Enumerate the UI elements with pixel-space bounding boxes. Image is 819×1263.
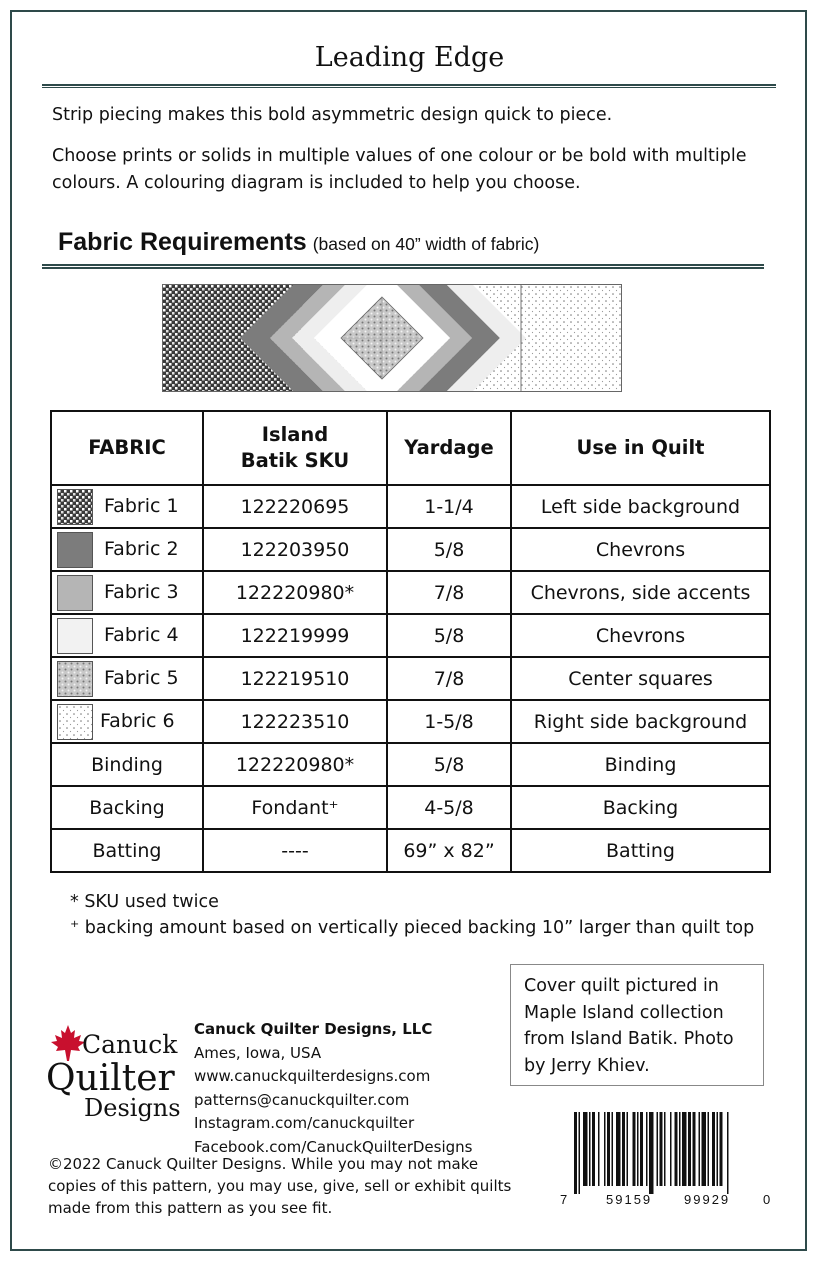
- company-info: [194, 1018, 472, 1159]
- table-header-row: [51, 411, 770, 485]
- barcode-bar: [616, 1112, 621, 1186]
- barcode-bar: [664, 1112, 666, 1186]
- barcode-bars: [574, 1112, 729, 1194]
- sku-cell: 122219510: [203, 657, 387, 700]
- copyright-notice: ©2022 Canuck Quilter Designs. While you may not make copies of this pattern, you may use, give, sell or exhibit quilts made from this pattern as you see fit.: [48, 1155, 512, 1217]
- yardage-cell: 69” x 82”: [387, 829, 511, 872]
- yardage-cell: 1-5/8: [387, 700, 511, 743]
- fabric-cell: [51, 700, 203, 743]
- barcode-bar: [640, 1112, 643, 1186]
- barcode-bar: [598, 1112, 600, 1186]
- barcode-digits-left: 59159: [606, 1192, 653, 1207]
- use-cell: Batting: [511, 829, 770, 872]
- barcode-bar: [712, 1112, 715, 1186]
- company-location: Ames, Iowa, USA: [194, 1043, 322, 1062]
- barcode-bar: [574, 1112, 577, 1194]
- fabric-label: Batting: [92, 839, 162, 862]
- barcode-digit-first: 7: [560, 1192, 568, 1207]
- barcode-digit-last: 0: [763, 1192, 771, 1207]
- barcode-bar: [646, 1112, 648, 1186]
- use-cell: Chevrons: [511, 528, 770, 571]
- fabric-requirements-rule: [42, 264, 764, 269]
- table-row: [51, 657, 770, 700]
- sku-cell: 122220980*: [203, 743, 387, 786]
- title-rule: [42, 84, 776, 88]
- use-cell: Binding: [511, 743, 770, 786]
- company-logo: [44, 1022, 194, 1132]
- yardage-cell: 1-1/4: [387, 485, 511, 528]
- barcode-bar: [633, 1112, 636, 1186]
- barcode-bar: [699, 1112, 701, 1186]
- header-sku-label: Island Batik SKU: [240, 423, 350, 472]
- barcode-bar: [649, 1112, 654, 1194]
- sku-cell: 122223510: [203, 700, 387, 743]
- fabric-label: Fabric 5: [104, 667, 179, 689]
- barcode: [560, 1112, 772, 1208]
- company-instagram[interactable]: Instagram.com/canuckquilter: [194, 1114, 415, 1132]
- barcode-bar: [688, 1112, 691, 1186]
- barcode-bar: [622, 1112, 625, 1186]
- sku-cell: 122203950: [203, 528, 387, 571]
- table-row: [51, 786, 770, 829]
- barcode-bar: [604, 1112, 606, 1186]
- cover-quilt-note: Cover quilt pictured in Maple Island collection from Island Batik. Photo by Jerry Khiev.: [510, 964, 764, 1086]
- barcode-bar: [682, 1112, 687, 1186]
- fabric-cell: [51, 528, 203, 571]
- use-cell: Backing: [511, 786, 770, 829]
- fabric-cell: [51, 614, 203, 657]
- fabric-label: Fabric 4: [104, 624, 179, 646]
- yardage-cell: 7/8: [387, 657, 511, 700]
- barcode-digits-right: 99929: [684, 1192, 731, 1207]
- company-name: Canuck Quilter Designs, LLC: [194, 1020, 433, 1038]
- header-use: Use in Quilt: [511, 411, 770, 485]
- barcode-bar: [679, 1112, 681, 1186]
- sku-cell: Fondant⁺: [203, 786, 387, 829]
- barcode-bar: [660, 1112, 663, 1186]
- fabric-label: Binding: [91, 753, 163, 776]
- backing-note: ⁺ backing amount based on vertically pieced backing 10” larger than quilt top: [70, 918, 755, 938]
- yardage-cell: 5/8: [387, 528, 511, 571]
- intro-line-2: Choose prints or solids in multiple values of one colour or be bold with multiple colours. A colouring diagram is included to help you choose.: [52, 146, 747, 193]
- barcode-bar: [702, 1112, 707, 1186]
- barcode-bar: [627, 1112, 629, 1186]
- barcode-bar: [592, 1112, 595, 1186]
- fabric-swatch-4: [57, 618, 93, 654]
- header-fabric: FABRIC: [51, 411, 203, 485]
- company-website[interactable]: www.canuckquilterdesigns.com: [194, 1067, 431, 1085]
- fabric-swatch-3: [57, 575, 93, 611]
- table-row: [51, 614, 770, 657]
- barcode-bar: [657, 1112, 659, 1186]
- barcode-bar: [612, 1112, 614, 1186]
- yardage-cell: 4-5/8: [387, 786, 511, 829]
- fabric-swatch-2: [57, 532, 93, 568]
- sku-cell: 122220695: [203, 485, 387, 528]
- barcode-bar: [675, 1112, 678, 1186]
- table-row: [51, 829, 770, 872]
- page-title: Leading Edge: [314, 42, 505, 73]
- use-cell: Right side background: [511, 700, 770, 743]
- barcode-bar: [708, 1112, 710, 1186]
- header-sku: [203, 411, 387, 485]
- fabric-requirements-table: [50, 410, 771, 873]
- fabric-requirements-heading: [58, 228, 539, 257]
- sku-cell: 122220980*: [203, 571, 387, 614]
- use-cell: Left side background: [511, 485, 770, 528]
- fabric-swatch-5: [57, 661, 93, 697]
- fabric-cell: [51, 829, 203, 872]
- yardage-cell: 7/8: [387, 571, 511, 614]
- fabric-label: Fabric 3: [104, 581, 179, 603]
- use-cell: Center squares: [511, 657, 770, 700]
- logo-word-3: Designs: [84, 1094, 181, 1122]
- table-row: [51, 485, 770, 528]
- header-yardage: Yardage: [387, 411, 511, 485]
- fabric-requirements-note: (based on 40” width of fabric): [312, 234, 540, 254]
- sku-twice-note: * SKU used twice: [70, 892, 219, 912]
- company-email[interactable]: patterns@canuckquilter.com: [194, 1090, 410, 1109]
- fabric-requirements-title: Fabric Requirements: [58, 228, 307, 256]
- fabric-label: Backing: [89, 796, 165, 819]
- table-row: [51, 700, 770, 743]
- barcode-bar: [720, 1112, 723, 1186]
- use-cell: Chevrons: [511, 614, 770, 657]
- company-facebook[interactable]: Facebook.com/CanuckQuilterDesigns: [194, 1137, 473, 1156]
- table-row: [51, 743, 770, 786]
- fabric-cell: [51, 786, 203, 829]
- barcode-bar: [579, 1112, 581, 1194]
- barcode-bar: [693, 1112, 696, 1186]
- use-cell: Chevrons, side accents: [511, 571, 770, 614]
- barcode-bar: [717, 1112, 719, 1186]
- fabric-label: Fabric 1: [104, 495, 179, 517]
- sku-cell: ----: [203, 829, 387, 872]
- intro-line-1: Strip piecing makes this bold asymmetric design quick to piece.: [52, 105, 613, 125]
- barcode-bar: [589, 1112, 591, 1186]
- quilt-block-diagram: [162, 284, 622, 392]
- table-row: [51, 571, 770, 614]
- logo-word-1: Canuck: [82, 1030, 178, 1059]
- fabric-cell: [51, 743, 203, 786]
- table-row: [51, 528, 770, 571]
- yardage-cell: 5/8: [387, 743, 511, 786]
- barcode-bar: [727, 1112, 729, 1194]
- fabric-label: Fabric 2: [104, 538, 179, 560]
- barcode-bar: [607, 1112, 610, 1186]
- yardage-cell: 5/8: [387, 614, 511, 657]
- logo-word-2: Quilter: [46, 1058, 175, 1099]
- maple-leaf-icon: [50, 1024, 86, 1062]
- fabric-cell: [51, 657, 203, 700]
- fabric-cell: [51, 485, 203, 528]
- fabric-label: Fabric 6: [100, 710, 175, 732]
- sku-cell: 122219999: [203, 614, 387, 657]
- fabric-cell: [51, 571, 203, 614]
- fabric-swatch-6: [57, 704, 93, 740]
- barcode-bar: [583, 1112, 588, 1186]
- barcode-bar: [670, 1112, 672, 1186]
- fabric-swatch-1: [57, 489, 93, 525]
- barcode-bar: [637, 1112, 639, 1186]
